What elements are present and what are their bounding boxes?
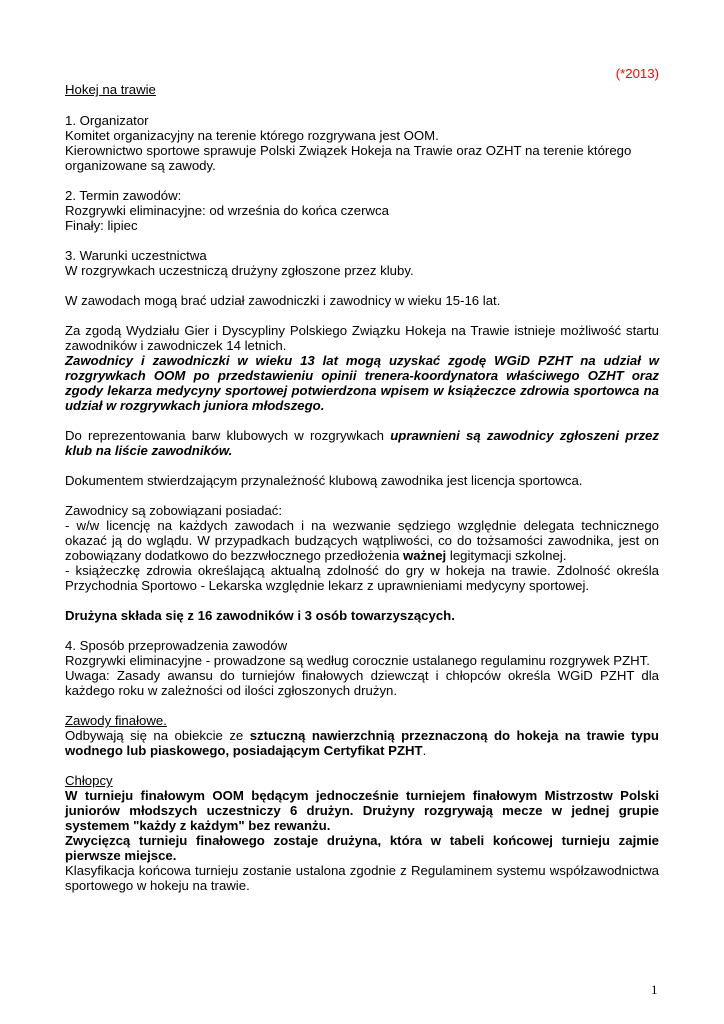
- document-title: Hokej na trawie: [65, 82, 156, 97]
- represent-paragraph: [65, 428, 659, 458]
- section-2-line-1: Rozgrywki eliminacyjne: od września do końca czerwca: [65, 203, 389, 218]
- year-note: (*2013): [615, 66, 659, 81]
- section-1-line-2: Kierownictwo sportowe sprawuje Polski Związek Hokeja na Trawie oraz OZHT na terenie którego organizowane są zawody.: [65, 143, 632, 173]
- boys-winner: Zwycięzcą turnieju finałowego zostaje drużyna, która w tabeli końcowej turnieju zajmie pierwsze miejsce.: [65, 833, 659, 863]
- page-number: 1: [651, 982, 658, 997]
- bullet-license-emphasis: ważnej: [402, 548, 447, 563]
- boys-classification: Klasyfikacja końcowa turnieju zostanie ustalona zgodnie z Regulaminem systemu współzawodnictwa sportowego w hokeju na trawie.: [65, 863, 659, 893]
- note-paragraph: Uwaga: Zasady awansu do turniejów finałowych dziewcząt i chłopców określa WGiD PZHT dla każdego roku w zależności od ilości zgłoszonych drużyn.: [65, 668, 659, 698]
- consent-13-paragraph: Zawodnicy i zawodniczki w wieku 13 lat mogą uzyskać zgodę WGiD PZHT na udział w rozgrywkach OOM po przedstawieniu opinii trenera-koordynatora właściwego OZHT oraz zgody lekarza medycyny sportowej potwierdzona wpisem w książeczce zdrowia sportowca na udział w rozgrywkach juniora młodszego.: [65, 353, 659, 413]
- represent-text: Do reprezentowania barw klubowych w rozgrywkach: [65, 428, 391, 443]
- venue-paragraph: [65, 728, 659, 758]
- boys-heading: Chłopcy: [65, 773, 113, 788]
- document-body: [65, 113, 659, 893]
- section-3-heading: 3. Warunki uczestnictwa: [65, 248, 207, 263]
- venue-end: .: [422, 743, 427, 758]
- age-paragraph: W zawodach mogą brać udział zawodniczki i zawodnicy w wieku 15-16 lat.: [65, 293, 501, 308]
- team-composition: Drużyna składa się z 16 zawodników i 3 osób towarzyszących.: [65, 608, 455, 623]
- venue-text: Odbywają się na obiekcie ze: [65, 728, 250, 743]
- represent-emphasis: uprawnieni są zawodnicy zgłoszeni przez klub na liście zawodników.: [65, 428, 659, 458]
- section-2-heading: 2. Termin zawodów:: [65, 188, 182, 203]
- elimination-paragraph: Rozgrywki eliminacyjne - prowadzone są według corocznie ustalanego regulaminu rozgrywek PZHT.: [65, 653, 650, 668]
- consent-14-paragraph: Za zgodą Wydziału Gier i Dyscypliny Polskiego Związku Hokeja na Trawie istnieje możliwość startu zawodników i zawodniczek 14 letnich.: [65, 323, 659, 353]
- obliged-paragraph: Zawodnicy są zobowiązani posiadać:: [65, 503, 282, 518]
- bullet-license-end: legitymacji szkolnej.: [446, 548, 567, 563]
- section-1-heading: 1. Organizator: [65, 113, 149, 128]
- section-3-line-1: W rozgrywkach uczestniczą drużyny zgłoszone przez kluby.: [65, 263, 414, 278]
- license-paragraph: Dokumentem stwierdzającym przynależność klubową zawodnika jest licencja sportowca.: [65, 473, 583, 488]
- boys-tournament: W turnieju finałowym OOM będącym jednocześnie turniejem finałowym Mistrzostw Polski juniorów młodszych uczestniczy 6 drużyn. Drużyny rozgrywają mecze w jednej grupie systemem "każdy z każdym" bez rewanżu.: [65, 788, 659, 833]
- venue-emphasis: sztuczną nawierzchnią przeznaczoną do hokeja na trawie typu wodnego lub piaskowego, posiadającym Certyfikat PZHT: [65, 728, 659, 758]
- section-2-line-2: Finały: lipiec: [65, 218, 138, 233]
- section-4-heading: 4. Sposób przeprowadzenia zawodów: [65, 638, 288, 653]
- bullet-license-text: - w/w licencję na każdych zawodach i na wezwanie sędziego względnie delegata technicznego okazać ją do wglądu. W przypadkach budzących wątpliwości, co do tożsamości zawodnika, jest on zobowiązany dodatkowo do bezzwłocznego przedłożenia: [65, 518, 659, 563]
- bullet-license: [65, 518, 659, 563]
- section-1-line-1: Komitet organizacyjny na terenie którego rozgrywana jest OOM.: [65, 128, 439, 143]
- finals-heading: Zawody finałowe.: [65, 713, 167, 728]
- bullet-health-book: - książeczkę zdrowia określającą aktualną zdolność do gry w hokeja na trawie. Zdolność określa Przychodnia Sportowo - Lekarska względnie lekarz z uprawnieniami medycyny sportowej.: [65, 563, 659, 593]
